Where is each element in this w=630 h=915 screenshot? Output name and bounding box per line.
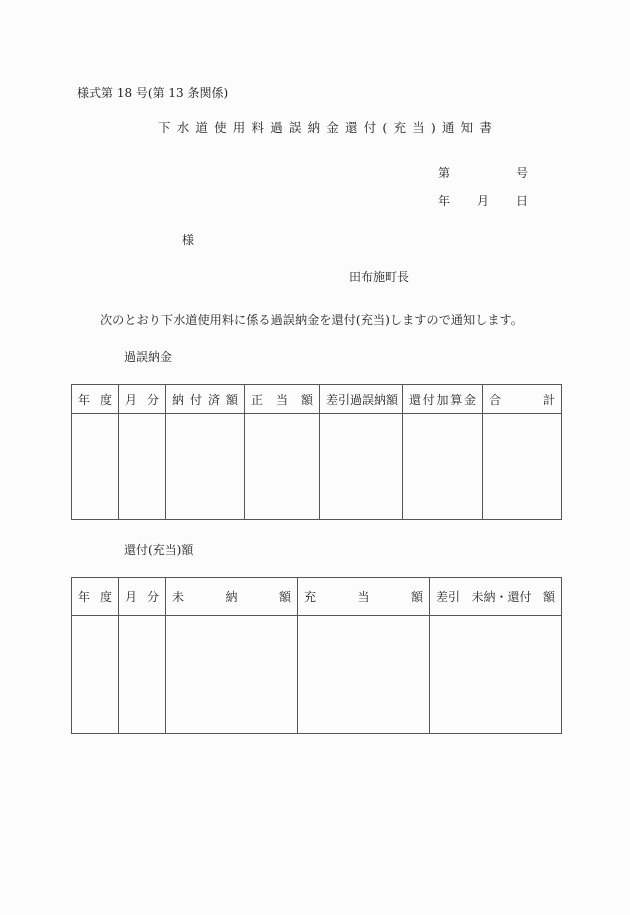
addressee-honorific: 様 xyxy=(182,233,195,247)
col-fiscal-year: 年 度 xyxy=(72,385,119,414)
number-suffix: 号 xyxy=(515,166,528,180)
col-correct-amount: 正 当 額 xyxy=(245,385,320,414)
cell-applied-amount[interactable] xyxy=(298,616,430,734)
refund-table xyxy=(71,577,562,734)
date-month: 月 xyxy=(476,194,489,208)
cell-paid-amount[interactable] xyxy=(166,414,245,520)
col-total: 合 計 xyxy=(483,385,562,414)
issue-date xyxy=(438,192,528,209)
table-header-row xyxy=(72,385,562,414)
col-month: 月 分 xyxy=(119,385,166,414)
overpayment-section-label: 過誤納金 xyxy=(124,350,173,364)
number-prefix: 第 xyxy=(438,166,451,180)
notice-body: 次のとおり下水道使用料に係る過誤納金を還付(充当)しますので通知します。 xyxy=(100,313,523,327)
cell-unpaid-amount[interactable] xyxy=(166,616,298,734)
col-net-unpaid-refund: 差引 未納・還付 額 xyxy=(430,578,562,616)
cell-fiscal-year[interactable] xyxy=(72,616,119,734)
form-number: 様式第 18 号(第 13 条関係) xyxy=(77,86,229,100)
cell-month[interactable] xyxy=(119,414,166,520)
date-day: 日 xyxy=(515,194,528,208)
cell-correct-amount[interactable] xyxy=(245,414,320,520)
cell-total[interactable] xyxy=(483,414,562,520)
table-row xyxy=(72,616,562,734)
col-month: 月 分 xyxy=(119,578,166,616)
overpayment-table xyxy=(71,384,562,520)
reference-number xyxy=(438,164,528,181)
col-paid-amount: 納 付 済 額 xyxy=(166,385,245,414)
cell-fiscal-year[interactable] xyxy=(72,414,119,520)
date-year: 年 xyxy=(438,194,451,208)
document-title: 下水道使用料過誤納金還付(充当)通知書 xyxy=(158,120,499,135)
table-row xyxy=(72,414,562,520)
col-net-overpayment: 差引過誤納額 xyxy=(320,385,403,414)
cell-net-unpaid-refund[interactable] xyxy=(430,616,562,734)
issuer-name: 田布施町長 xyxy=(349,270,410,284)
cell-month[interactable] xyxy=(119,616,166,734)
refund-section-label: 還付(充当)額 xyxy=(124,543,194,557)
col-fiscal-year: 年 度 xyxy=(72,578,119,616)
col-unpaid-amount: 未 納 額 xyxy=(166,578,298,616)
table-header-row xyxy=(72,578,562,616)
cell-net-overpayment[interactable] xyxy=(320,414,403,520)
cell-refund-interest[interactable] xyxy=(403,414,483,520)
col-refund-interest: 還 付 加 算 金 xyxy=(403,385,483,414)
col-applied-amount: 充 当 額 xyxy=(298,578,430,616)
